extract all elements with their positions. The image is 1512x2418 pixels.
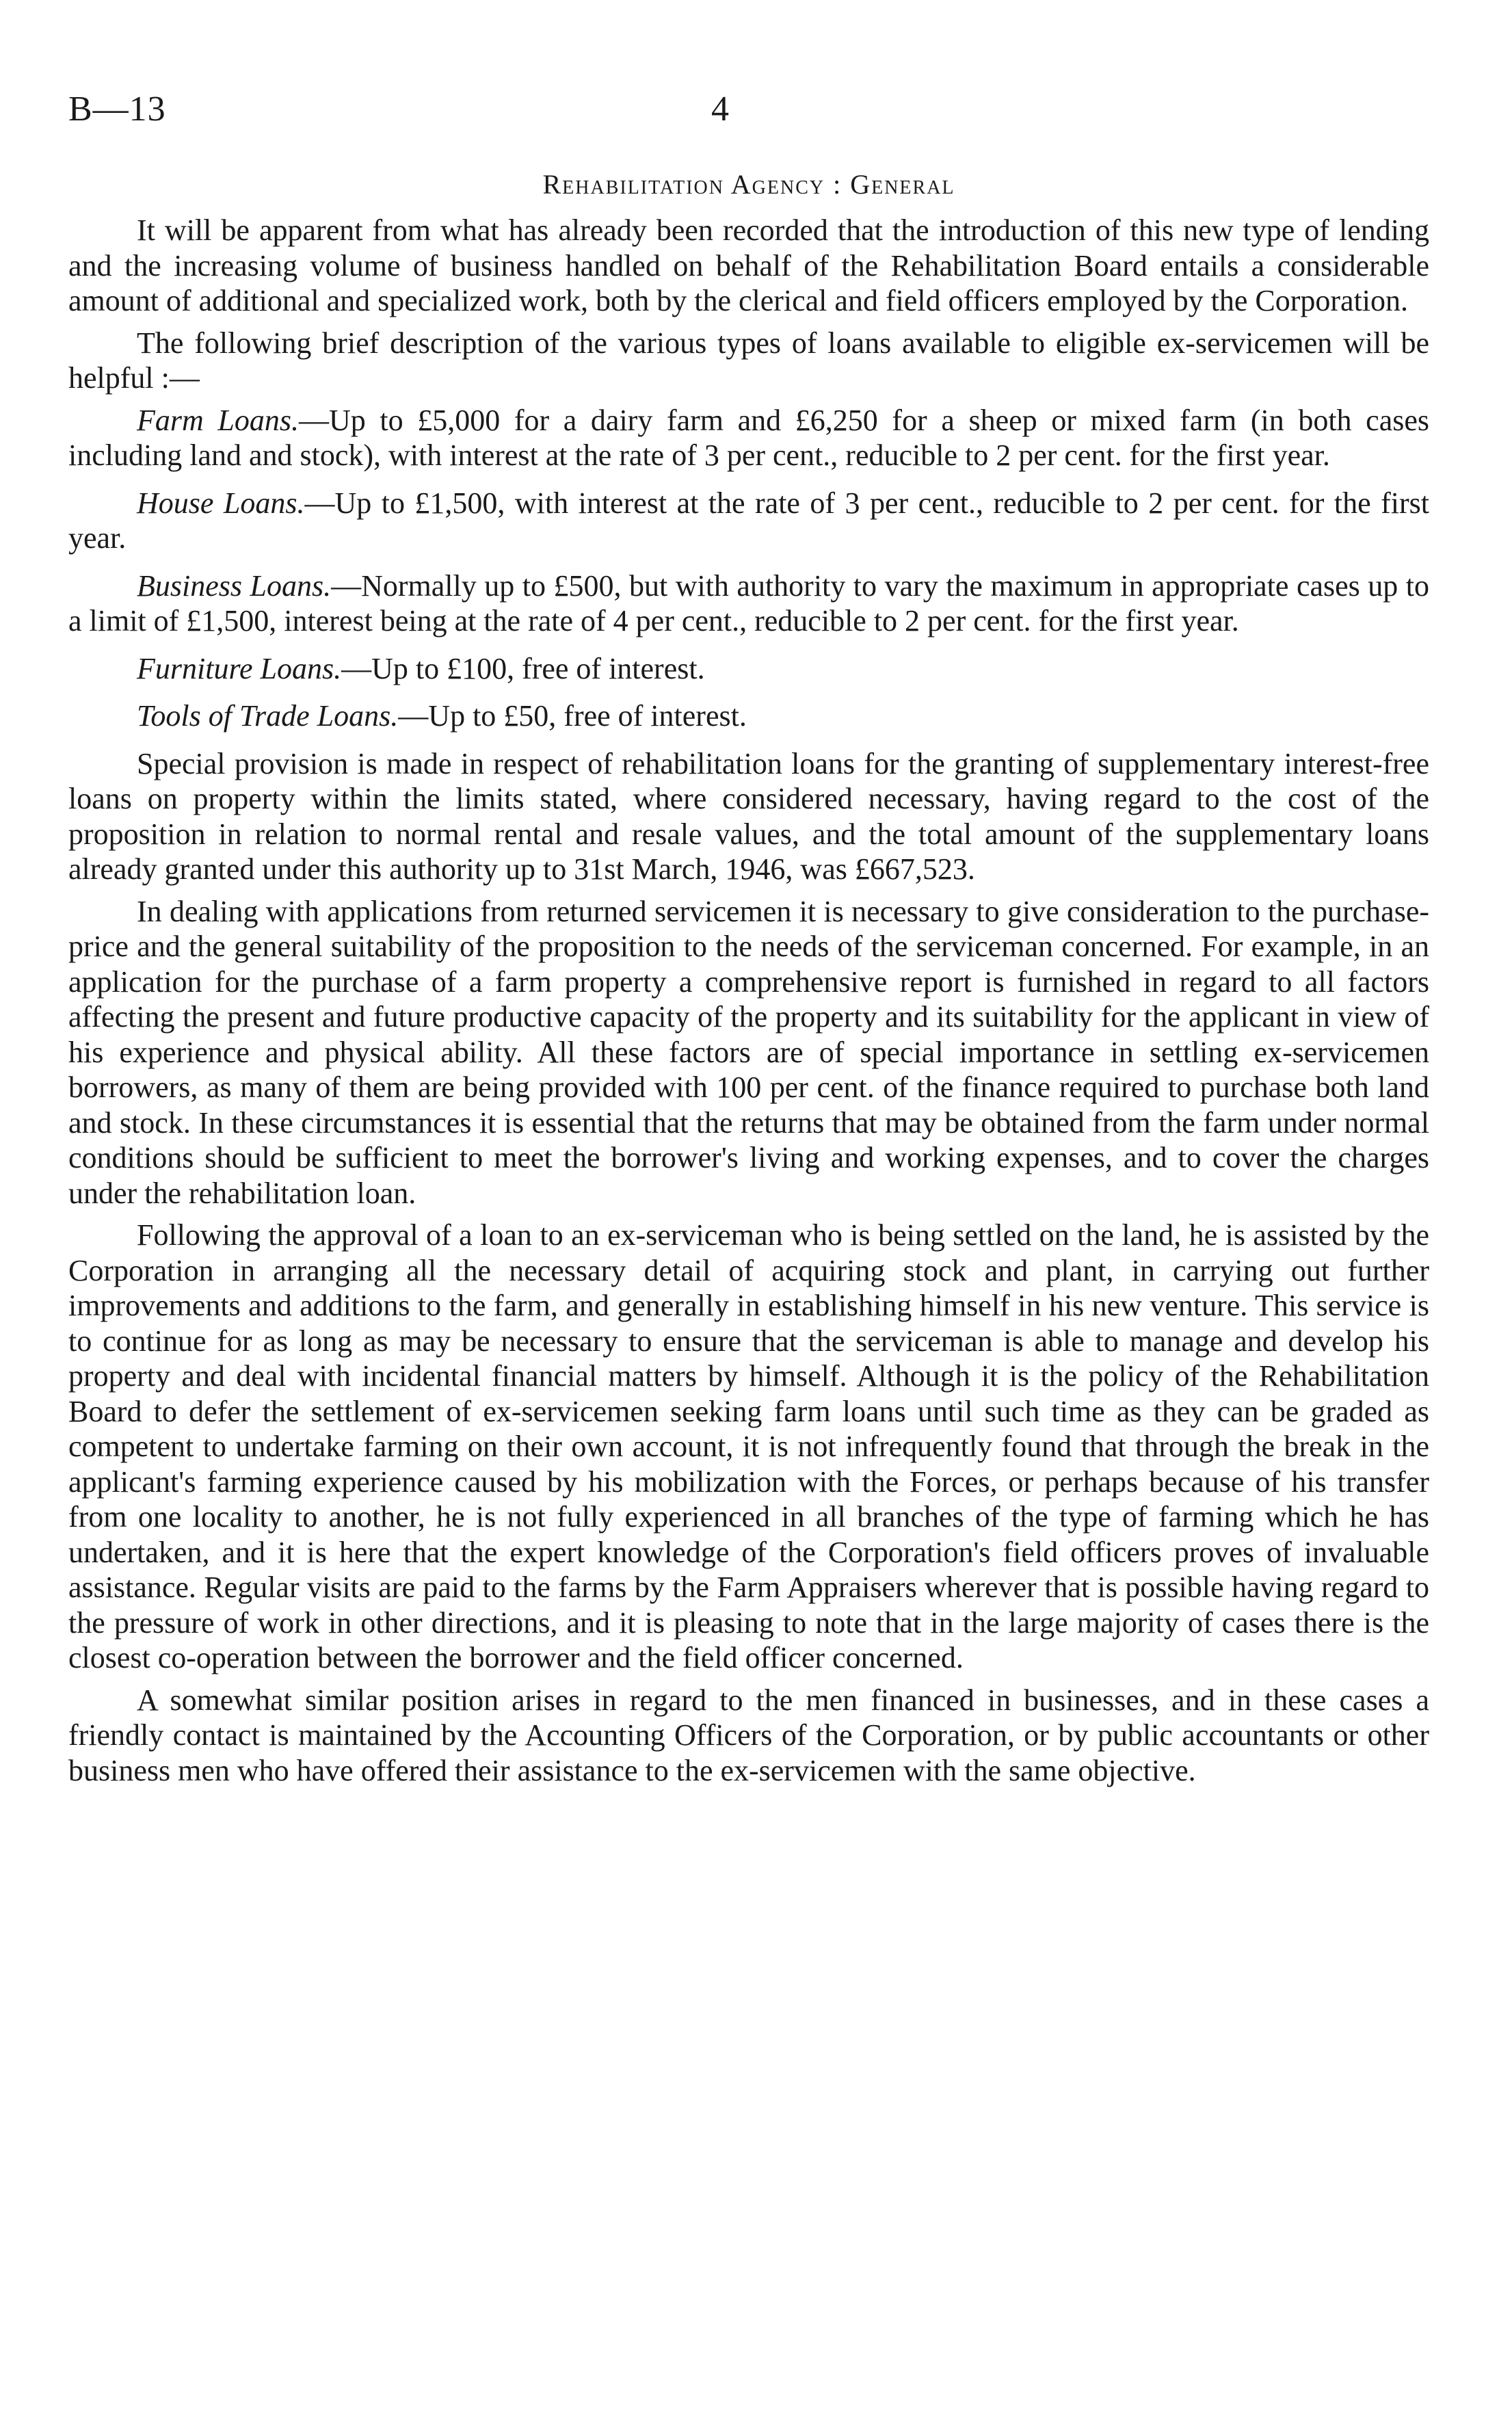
loan-name: Tools of Trade Loans. bbox=[137, 699, 399, 733]
loan-name: Business Loans. bbox=[137, 568, 332, 603]
page-number: 4 bbox=[711, 90, 729, 129]
loan-item-business bbox=[68, 568, 1429, 639]
paragraph-loan-types-intro: The following brief description of the various types of loans available to eligible ex-servicemen will be helpful :— bbox=[68, 326, 1429, 395]
loan-name: Farm Loans. bbox=[137, 403, 299, 437]
loan-description: —Normally up to £500, but with authority to vary the maximum in appropriate cases up to a limit of £1,500, interest being at the rate of 4 per cent., reducible to 2 per cent. for the first year. bbox=[68, 568, 1430, 638]
loan-description: —Up to £5,000 for a dairy farm and £6,250 for a sheep or mixed farm (in both cases including land and stock), with interest at the rate of 3 per cent., reducible to 2 per cent. for the first year. bbox=[68, 403, 1430, 472]
paragraph-supplementary-loans: Special provision is made in respect of rehabilitation loans for the granting of supplementary interest-free loans on property within the limits stated, where considered necessary, having regard to the cost of the proposition in relation to normal rental and resale values, and the total amount of the supplementary loans already granted under this authority up to 31st March, 1946, was £667,523. bbox=[68, 746, 1429, 886]
page-header bbox=[68, 89, 1429, 150]
loan-description: —Up to £50, free of interest. bbox=[398, 699, 747, 733]
loan-item-farm bbox=[68, 403, 1429, 473]
loan-item-house bbox=[68, 486, 1429, 556]
paragraph-applications: In dealing with applications from returned servicemen it is necessary to give consideration to the purchase-price and the general suitability of the proposition to the needs of the serviceman concerned. For example, in an application for the purchase of a farm property a comprehensive report is furnished in regard to all factors affecting the present and future productive capacity of the property and its suitability for the applicant in view of his experience and physical ability. All these factors are of special importance in settling ex-servicemen borrowers, as many of them are being provided with 100 per cent. of the finance required to purchase both land and stock. In these circumstances it is essential that the returns that may be obtained from the farm under normal conditions should be sufficient to meet the borrower's living and working expenses, and to cover the charges under the rehabilitation loan. bbox=[68, 894, 1429, 1210]
loan-description: —Up to £1,500, with interest at the rate of 3 per cent., reducible to 2 per cent. for the first year. bbox=[68, 486, 1429, 555]
paragraph-business-contact: A somewhat similar position arises in regard to the men financed in businesses, and in these cases a friendly contact is maintained by the Accounting Officers of the Corporation, or by public accountants or other business men who have offered their assistance to the ex-servicemen with the same objective. bbox=[68, 1683, 1429, 1787]
section-title: Rehabilitation Agency : General bbox=[542, 169, 955, 200]
loan-name: Furniture Loans. bbox=[137, 651, 342, 685]
paragraph-settlement-assistance: Following the approval of a loan to an ex-serviceman who is being settled on the land, he is assisted by the Corporation in arranging all the necessary detail of acquiring stock and plant, in carrying out further improvements and additions to the farm, and generally in establishing himself in his new venture. This service is to continue for as long as may be necessary to ensure that the serviceman is able to manage and develop his property and deal with incidental financial matters by himself. Although it is the policy of the Rehabilitation Board to defer the settlement of ex-servicemen seeking farm loans until such time as they can be graded as competent to undertake farming on their own account, it is not infrequently found that through the break in the applicant's farming experience caused by his mobilization with the Forces, or perhaps because of his transfer from one locality to another, he is not fully experienced in all branches of the type of farming which he has undertaken, and it is here that the expert knowledge of the Corporation's field officers proves of invaluable assistance. Regular visits are paid to the farms by the Farm Appraisers wherever that is possible having regard to the pressure of work in other directions, and it is pleasing to note that in the large majority of cases there is the closest co-operation between the borrower and the field officer concerned. bbox=[68, 1218, 1429, 1674]
loan-item-furniture bbox=[68, 651, 1429, 687]
loan-item-tools bbox=[68, 698, 1429, 734]
loan-name: House Loans. bbox=[137, 486, 305, 520]
document-reference: B—13 bbox=[68, 90, 166, 129]
document-page bbox=[68, 89, 1429, 1795]
paragraph-intro: It will be apparent from what has already been recorded that the introduction of this new type of lending and the increasing volume of business handled on behalf of the Rehabilitation Board entails a considerable amount of additional and specialized work, both by the clerical and field officers employed by the Corporation. bbox=[68, 213, 1429, 317]
loan-description: —Up to £100, free of interest. bbox=[341, 651, 705, 685]
